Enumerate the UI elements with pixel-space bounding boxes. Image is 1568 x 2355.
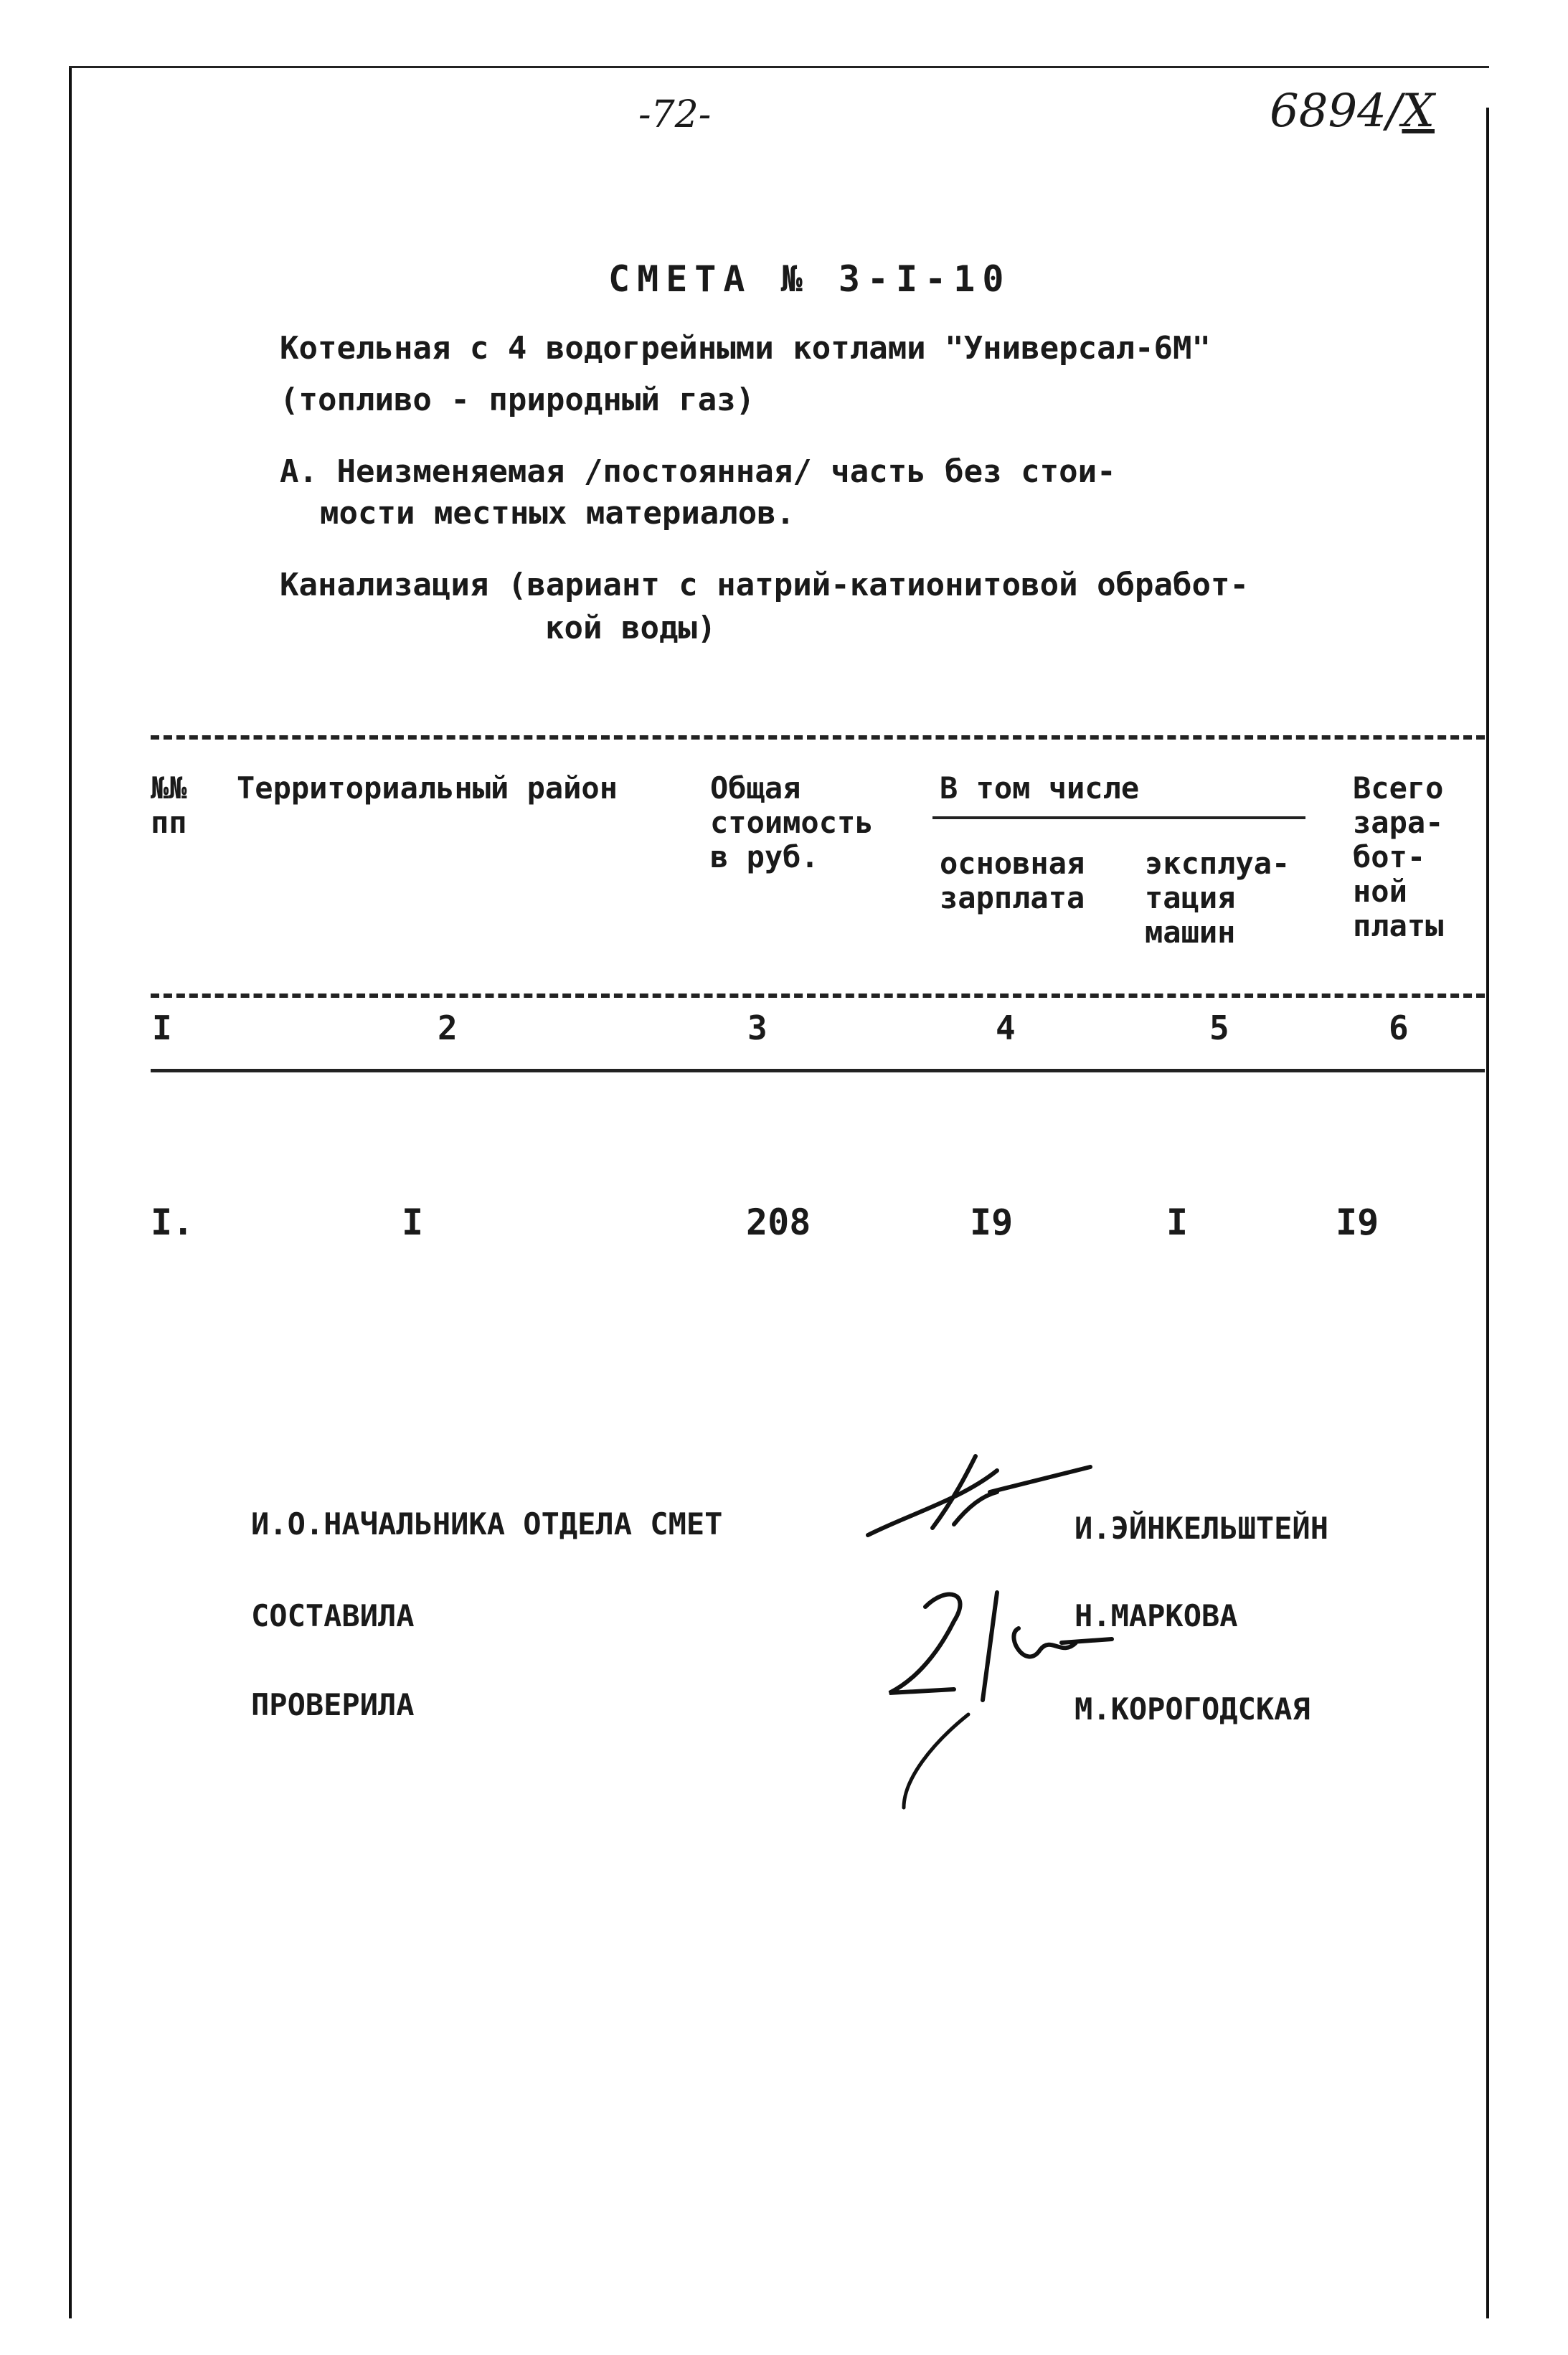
description-line-3: А. Неизменяемая /постоянная/ часть без стои- [280,453,1116,490]
header-machines: эксплуа- тация машин [1145,846,1290,950]
handwritten-signature [846,1442,1148,1815]
header-region: Территориальный район [237,770,618,806]
including-underline [932,816,1305,819]
signature-role-3: ПРОВЕРИЛА [251,1687,415,1722]
table-header-rule [151,994,1485,998]
document-title: СМЕТА № 3-I-10 [608,258,1011,300]
cell-machines: I [1166,1202,1189,1243]
doc-code-suffix: X [1402,85,1435,138]
table-numbers-rule [151,1069,1485,1072]
cell-num: I. [151,1202,194,1243]
frame-right-border [1486,108,1489,2318]
header-total: Общая стоимость в руб. [710,770,874,874]
frame-left-border [69,66,72,2318]
column-number-3: 3 [747,1009,768,1047]
description-line-1: Котельная с 4 водогрейными котлами "Универсал-6М" [280,330,1212,367]
column-number-6: 6 [1389,1009,1409,1047]
column-number-5: 5 [1209,1009,1229,1047]
signature-role-2: СОСТАВИЛА [251,1598,415,1633]
column-number-4: 4 [996,1009,1016,1047]
cell-region: I [402,1202,424,1243]
column-number-1: I [152,1009,172,1047]
description-line-6: кой воды) [545,610,717,646]
description-line-2: (топливо - природный газ) [280,382,755,418]
frame-top-border [69,66,1489,68]
header-total-salary: Всего зара- бот- ной платы [1353,770,1444,943]
signature-name-1: И.ЭЙНКЕЛЬШТЕЙН [1075,1511,1329,1546]
table-top-rule [151,735,1485,740]
header-including: В том числе [940,770,1140,806]
cell-total: 208 [746,1202,811,1243]
signature-name-3: М.КОРОГОДСКАЯ [1075,1691,1310,1727]
doc-code-main: 6894/ [1270,85,1402,138]
signature-name-2: Н.МАРКОВА [1075,1598,1238,1633]
doc-code [1270,85,1435,138]
description-line-4: мости местных материалов. [320,495,795,532]
header-num: №№ пп [151,770,187,840]
signature-role-1: И.О.НАЧАЛЬНИКА ОТДЕЛА СМЕТ [251,1506,723,1542]
header-salary: основная зарплата [940,846,1085,915]
description-line-5: Канализация (вариант с натрий-катионитовой обработ- [280,567,1250,603]
page-number: -72- [638,93,712,136]
column-number-2: 2 [438,1009,458,1047]
cell-total-salary: I9 [1336,1202,1379,1243]
cell-salary: I9 [970,1202,1014,1243]
